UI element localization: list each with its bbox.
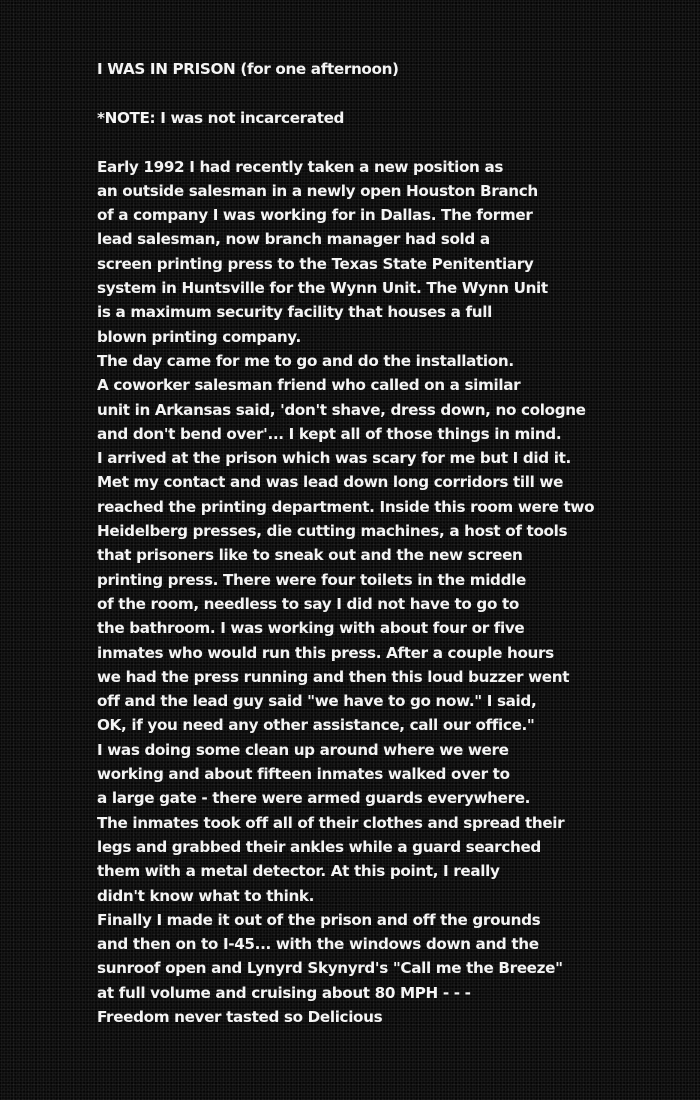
story-line: lead salesman, now branch manager had sold a [97,230,490,249]
story-line: A coworker salesman friend who called on a similar [97,376,521,395]
story-line: I was doing some clean up around where we were [97,740,509,759]
story-line: that prisoners like to sneak out and the new screen [97,546,523,565]
story-note: *NOTE: I was not incarcerated [97,108,345,127]
story-line: reached the printing department. Inside this room were two [97,497,595,516]
story-line: sunroof open and Lynyrd Skynyrd's "Call me the Breeze" [97,959,563,978]
story-body [97,155,687,1030]
story-line: we had the press running and then this loud buzzer went [97,667,570,686]
story-line: them with a metal detector. At this point, I really [97,862,500,881]
story-line: Met my contact and was lead down long corridors till we [97,473,564,492]
story-text [97,57,687,1029]
story-line: at full volume and cruising about 80 MPH - - - [97,983,471,1002]
story-line: Finally I made it out of the prison and off the grounds [97,910,541,929]
story-line: the bathroom. I was working with about four or five [97,619,525,638]
story-line: OK, if you need any other assistance, call our office." [97,716,535,735]
story-line: off and the lead guy said "we have to go now." I said, [97,692,537,711]
story-line: working and about fifteen inmates walked over to [97,765,510,784]
story-line: and then on to I-45... with the windows down and the [97,935,539,954]
story-line: screen printing press to the Texas State Penitentiary [97,254,534,273]
story-line: didn't know what to think. [97,886,315,905]
story-title: I WAS IN PRISON (for one afternoon) [97,60,399,78]
story-line: Early 1992 I had recently taken a new position as [97,157,504,176]
story-line: The inmates took off all of their clothes and spread their [97,813,565,832]
story-line: I arrived at the prison which was scary for me but I did it. [97,449,571,468]
story-line: is a maximum security facility that houses a full [97,303,492,322]
story-line: a large gate - there were armed guards everywhere. [97,789,531,808]
story-line: legs and grabbed their ankles while a guard searched [97,837,541,856]
story-line: Freedom never tasted so Delicious [97,1007,383,1026]
story-line: of the room, needless to say I did not have to go to [97,594,519,613]
story-line: of a company I was working for in Dallas. The former [97,206,533,225]
story-line: blown printing company. [97,327,301,346]
story-line: an outside salesman in a newly open Houston Branch [97,181,538,200]
story-line: and don't bend over'... I kept all of those things in mind. [97,424,562,443]
story-line: system in Huntsville for the Wynn Unit. The Wynn Unit [97,279,548,298]
story-line: unit in Arkansas said, 'don't shave, dress down, no cologne [97,400,586,419]
story-line: Heidelberg presses, die cutting machines, a host of tools [97,522,568,541]
story-line: The day came for me to go and do the installation. [97,351,514,370]
story-line: inmates who would run this press. After a couple hours [97,643,554,662]
story-line: printing press. There were four toilets in the middle [97,570,526,589]
